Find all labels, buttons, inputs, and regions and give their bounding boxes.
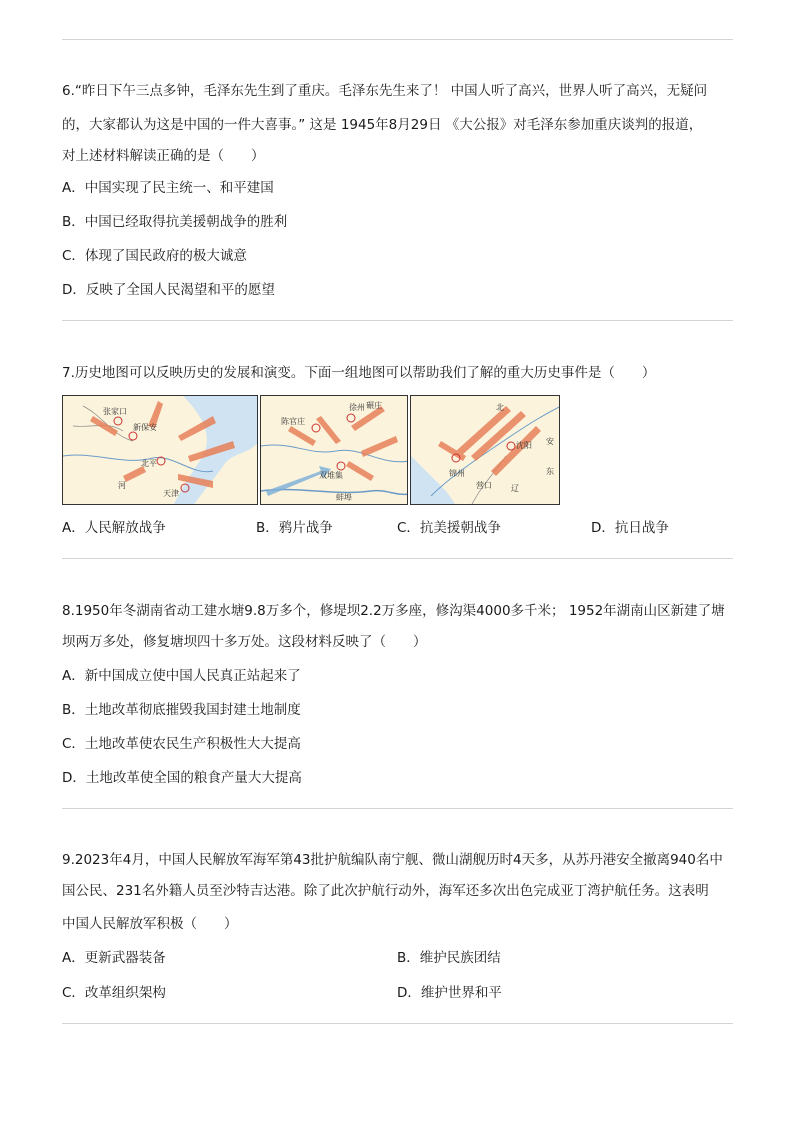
map-label: 锦州 (449, 469, 465, 478)
q9-stem-line-3: 中国人民解放军积极（ ） (62, 916, 238, 932)
map-label: 辽 (511, 484, 519, 493)
map-label: 碾庄 (366, 401, 382, 410)
map-label: 陈官庄 (281, 417, 305, 426)
q8-option-d[interactable]: D．土地改革使全国的粮食产量大大提高 (62, 770, 302, 786)
map-label: 新保安 (133, 423, 157, 432)
q9-stem-line-2: 国公民、231名外籍人员至沙特吉达港。除了此次护航行动外，海军还多次出色完成亚丁湾护航任务。这表明 (62, 883, 709, 899)
map-label: 天津 (163, 489, 179, 498)
map-label: 北平 (141, 459, 157, 468)
divider (62, 808, 733, 809)
map-label: 徐州 (349, 403, 365, 412)
q9-option-a[interactable]: A．更新武器装备 (62, 950, 166, 966)
q8-option-c[interactable]: C．土地改革使农民生产积极性大大提高 (62, 736, 301, 752)
map-label: 营口 (476, 481, 492, 490)
divider (62, 1023, 733, 1024)
map-pingjin (62, 395, 258, 505)
q7-option-b[interactable]: B．鸦片战争 (256, 520, 333, 536)
map-label: 张家口 (103, 407, 127, 416)
map-label: 双堆集 (319, 471, 343, 480)
q7-stem: 7.历史地图可以反映历史的发展和演变。下面一组地图可以帮助我们了解的重大历史事件是（ ） (62, 365, 656, 381)
q6-option-a[interactable]: A．中国实现了民主统一、和平建国 (62, 180, 274, 196)
q9-option-b[interactable]: B．维护民族团结 (397, 950, 501, 966)
map-label: 沈阳 (516, 441, 532, 450)
q7-option-c[interactable]: C．抗美援朝战争 (397, 520, 501, 536)
q8-stem-line-2: 坝两万多处，修复塘坝四十多万处。这段材料反映了（ ） (62, 634, 427, 650)
divider (62, 39, 733, 40)
map-label: 北 (496, 403, 504, 412)
q9-option-d[interactable]: D．维护世界和平 (397, 985, 502, 1001)
q6-option-d[interactable]: D．反映了全国人民渴望和平的愿望 (62, 282, 275, 298)
q6-stem-line-3: 对上述材料解读正确的是（ ） (62, 148, 265, 164)
q6-stem-line-1: 6.“昨日下午三点多钟，毛泽东先生到了重庆。毛泽东先生来了！ 中国人听了高兴，世界人听了高兴，无疑问 (62, 83, 708, 99)
divider (62, 320, 733, 321)
map-label: 安 (546, 437, 554, 446)
map-label: 蚌埠 (336, 493, 352, 502)
q9-stem-line-1: 9.2023年4月，中国人民解放军海军第43批护航编队南宁舰、微山湖舰历时4天多，从苏丹港安全撤离940名中 (62, 852, 723, 868)
q6-option-b[interactable]: B．中国已经取得抗美援朝战争的胜利 (62, 214, 288, 230)
divider (62, 558, 733, 559)
map-liaoshen (410, 395, 560, 505)
q8-stem-line-1: 8.1950年冬湖南省动工建水塘9.8万多个，修堤坝2.2万多座，修沟渠4000多千米； 1952年湖南山区新建了塘 (62, 603, 725, 619)
q9-option-c[interactable]: C．改革组织架构 (62, 985, 166, 1001)
q8-option-a[interactable]: A．新中国成立使中国人民真正站起来了 (62, 668, 301, 684)
q8-option-b[interactable]: B．土地改革彻底摧毁我国封建土地制度 (62, 702, 301, 718)
map-label: 东 (546, 467, 554, 476)
q6-stem-line-2: 的，大家都认为这是中国的一件大喜事。” 这是 1945年8月29日 《大公报》对毛泽东参加重庆谈判的报道， (62, 117, 703, 133)
q7-option-a[interactable]: A．人民解放战争 (62, 520, 166, 536)
q7-option-d[interactable]: D．抗日战争 (591, 520, 669, 536)
map-label: 河 (118, 481, 126, 490)
q6-option-c[interactable]: C．体现了国民政府的极大诚意 (62, 248, 247, 264)
map-huaihai (260, 395, 408, 505)
